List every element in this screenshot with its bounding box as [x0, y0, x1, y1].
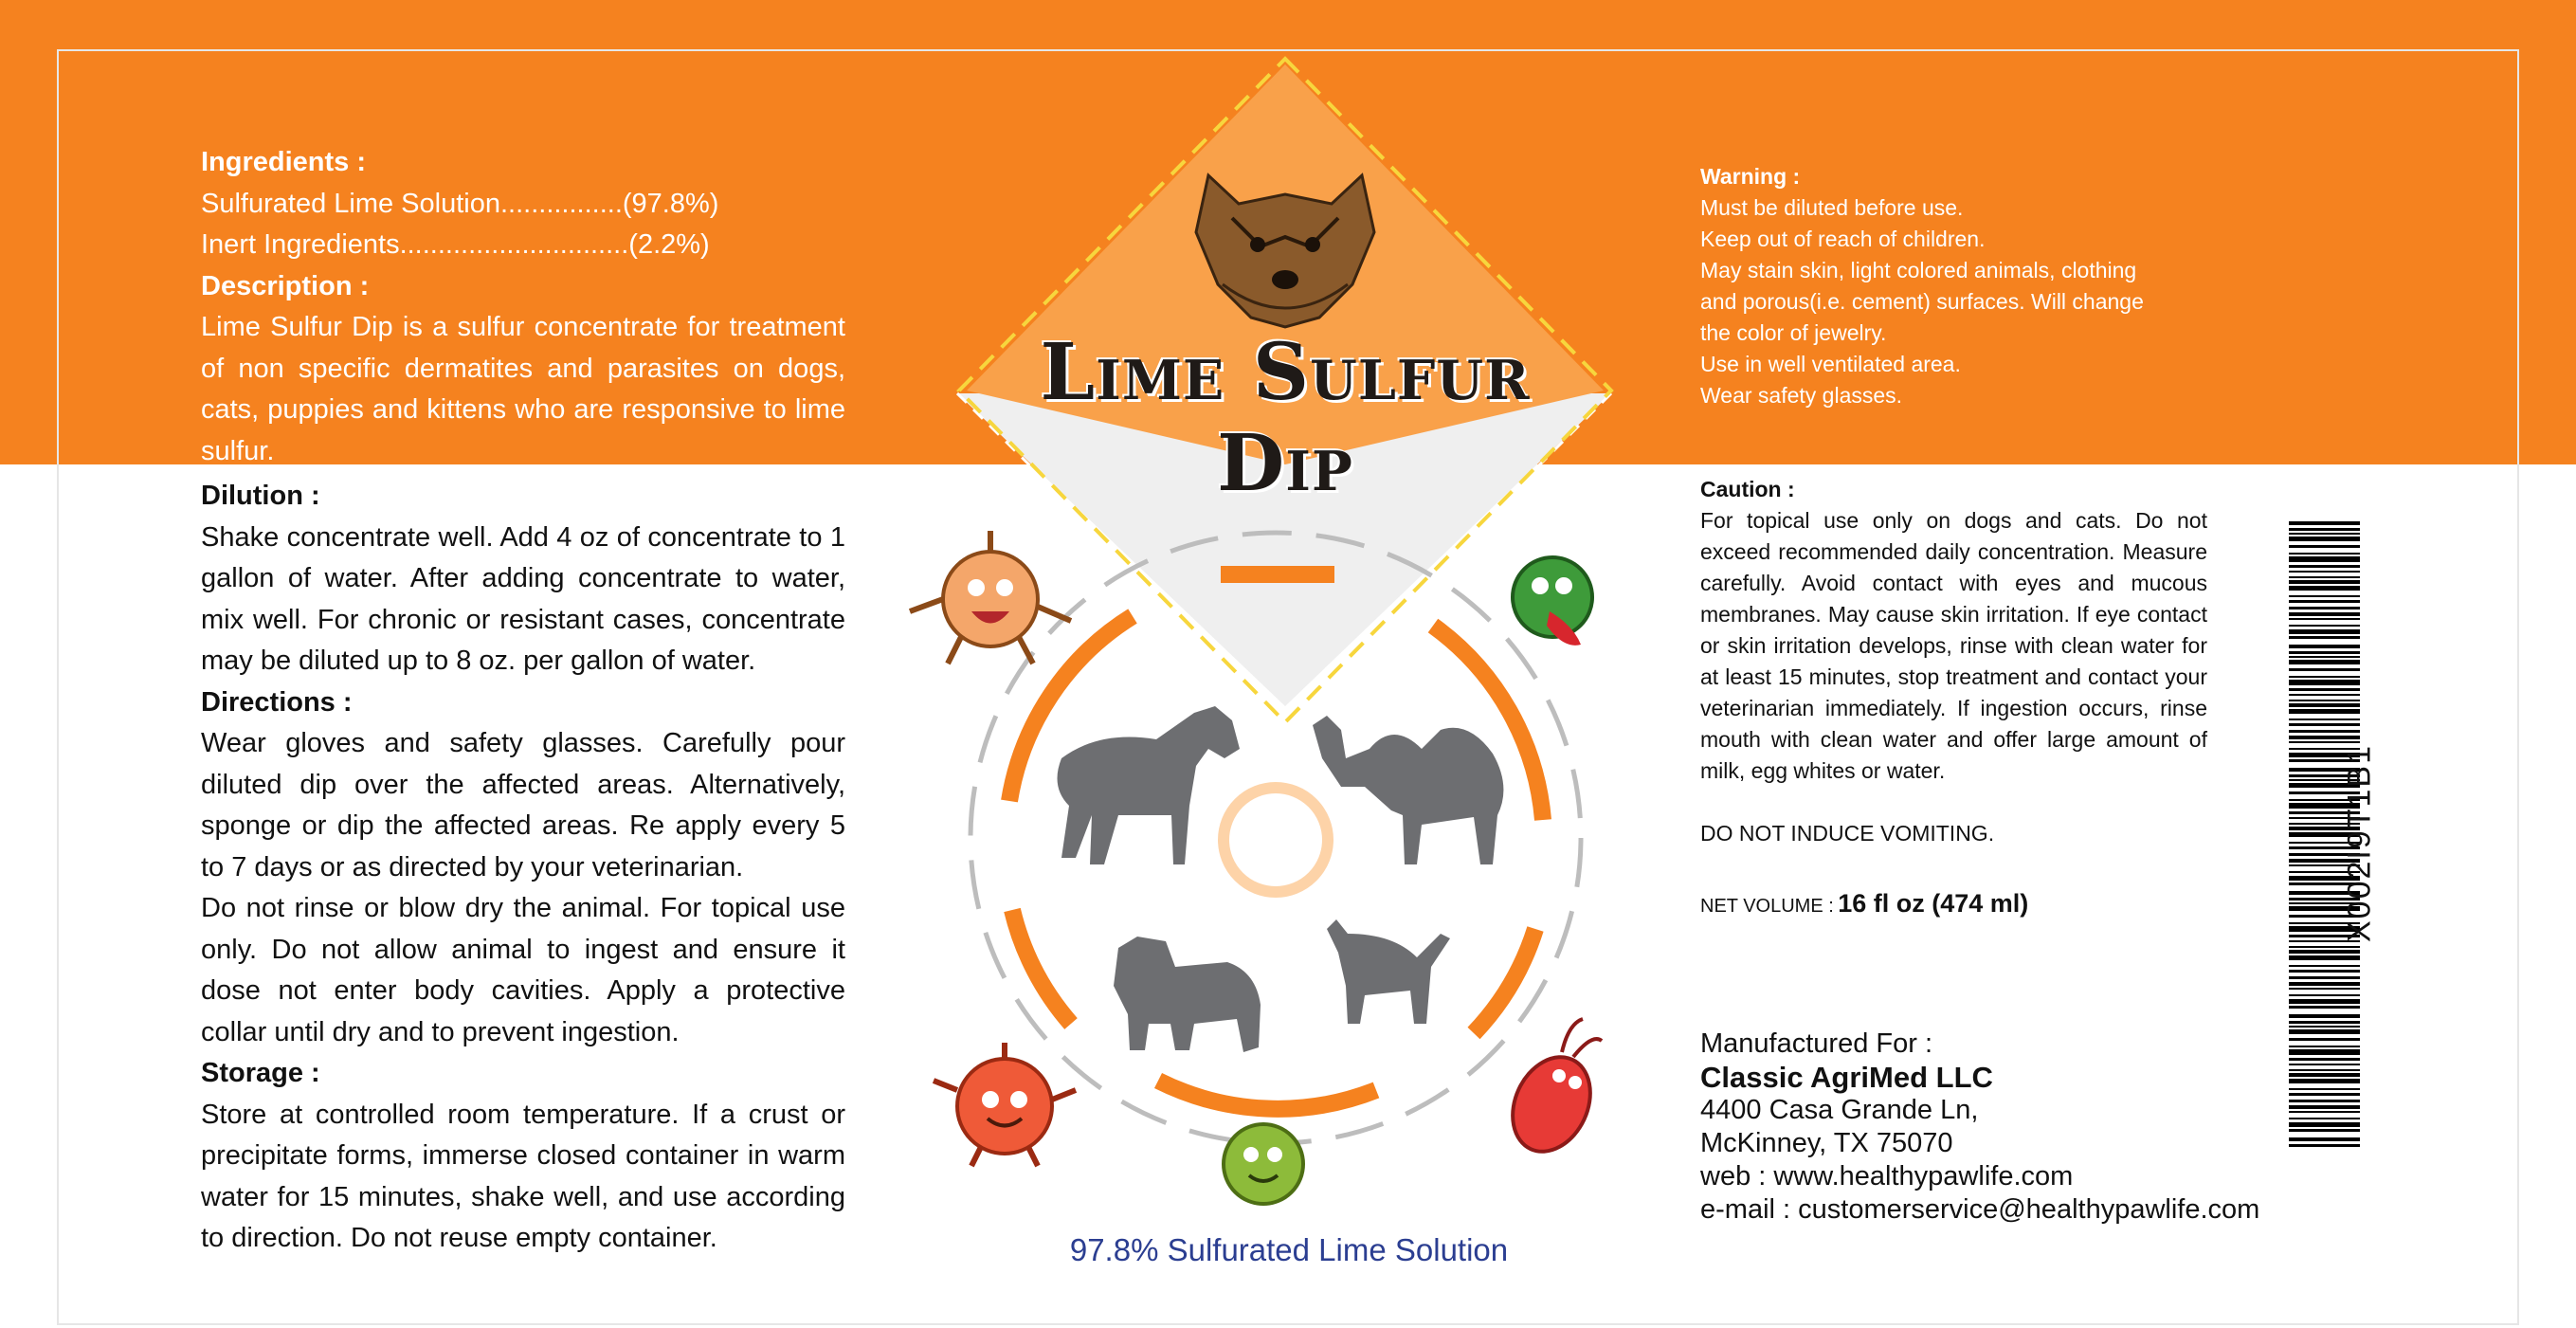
warning-heading: Warning : — [1700, 164, 1801, 189]
directions-heading: Directions : — [201, 686, 353, 718]
do-not-induce-vomiting: DO NOT INDUCE VOMITING. — [1700, 821, 1995, 846]
warning-line: Use in well ventilated area. — [1700, 352, 1961, 376]
net-volume-label: NET VOLUME : — [1700, 896, 1834, 917]
dilution-heading: Dilution : — [201, 481, 320, 511]
cat-silhouette — [1327, 919, 1450, 1024]
horse-silhouette — [1058, 706, 1241, 864]
warning-line: Keep out of reach of children. — [1700, 227, 1986, 251]
caution-text: For topical use only on dogs and cats. Do not exceed recommended daily concentration. Measure carefully. Avoid contact with eyes and mucous membranes. May cause skin irritation. If eye contact or skin irritation develops, rinse with clean water for at least 15 minutes, stop treatment and contact your veterinarian immediately. If ingestion occurs, rinse mouth with clean water and offer large amount of milk, egg whites or water. — [1700, 508, 2207, 783]
directions-text-2: Do not rinse or blow dry the animal. For topical use only. Do not allow animal to ingest and ensure it dose not enter body cavities. Apply a protective collar until dry and to prevent ingestion. — [201, 893, 845, 1047]
caution-block — [1700, 474, 2207, 849]
manufacturer-email: e-mail : customerservice@healthypawlife.com — [1700, 1194, 2260, 1225]
description-text: Lime Sulfur Dip is a sulfur concentrate for treatment of non specific dermatites and parasites on dogs, cats, puppies and kittens who are responsive to lime sulfur. — [201, 312, 845, 466]
manufacturer-address-1: 4400 Casa Grande Ln, — [1700, 1095, 1979, 1125]
orange-germ-icon — [910, 531, 1071, 664]
net-volume — [1700, 889, 2028, 919]
manufacturer-web: web : www.healthypawlife.com — [1700, 1161, 2074, 1192]
green-germ-icon — [1513, 557, 1592, 646]
ingredients-description-block — [201, 142, 845, 472]
orange-arc-bottom — [1158, 1081, 1376, 1109]
ingredients-heading: Ingredients : — [201, 147, 367, 177]
manufacturer-name: Classic AgriMed LLC — [1700, 1061, 1993, 1094]
dilution-text: Shake concentrate well. Add 4 oz of concentrate to 1 gallon of water. After adding concentrate to water, mix well. For chronic or resistant cases, concentrate may be diluted up to 8 oz. per gallon of water. — [201, 521, 845, 676]
orange-arc-lower-right — [1474, 929, 1535, 1033]
manufactured-for-label: Manufactured For : — [1700, 1028, 1932, 1059]
storage-heading: Storage : — [201, 1058, 320, 1088]
orange-bar-top — [1221, 566, 1334, 583]
dog-silhouette — [1114, 937, 1261, 1052]
manufacturer-address-2: McKinney, TX 75070 — [1700, 1128, 1953, 1158]
directions-text-1: Wear gloves and safety glasses. Carefully pour diluted dip over the affected areas. Alternatively, sponge or dip the affected areas. Re apply every 5 to 7 days or as directed by your veterinarian. — [201, 728, 845, 882]
net-volume-value: 16 fl oz (474 ml) — [1838, 889, 2029, 918]
product-title: Lime Sulfur Dip — [1040, 327, 1531, 509]
ingredient-line-1: Sulfurated Lime Solution................(97.8%) — [201, 188, 719, 219]
red-bug-icon — [1498, 1019, 1605, 1164]
manufacturer-block — [1700, 1028, 2364, 1227]
warning-block — [1700, 161, 2193, 411]
tagline: 97.8% Sulfurated Lime Solution — [1069, 1232, 1509, 1267]
warning-line: Wear safety glasses. — [1700, 383, 1903, 408]
lime-germ-icon — [1224, 1124, 1303, 1204]
center-ring — [1224, 788, 1328, 892]
warning-line: and porous(i.e. cement) surfaces. Will change — [1700, 289, 2144, 314]
camel-silhouette — [1313, 716, 1503, 864]
description-heading: Description : — [201, 270, 370, 301]
warning-line: the color of jewelry. — [1700, 320, 1887, 345]
storage-text: Store at controlled room temperature. If a crust or precipitate forms, immerse closed container in warm water for 15 minutes, shake well, and use according to direction. Do not reuse empty container. — [201, 1099, 845, 1253]
warning-line: May stain skin, light colored animals, clothing — [1700, 258, 2137, 282]
warning-line: Must be diluted before use. — [1700, 195, 1964, 220]
caution-heading: Caution : — [1700, 477, 1795, 501]
ingredient-line-2: Inert Ingredients..............................(2.2%) — [201, 229, 710, 260]
red-germ-icon — [934, 1043, 1076, 1166]
barcode-text: X002I9T1B1 — [2341, 743, 2378, 943]
usage-block — [201, 476, 845, 1260]
